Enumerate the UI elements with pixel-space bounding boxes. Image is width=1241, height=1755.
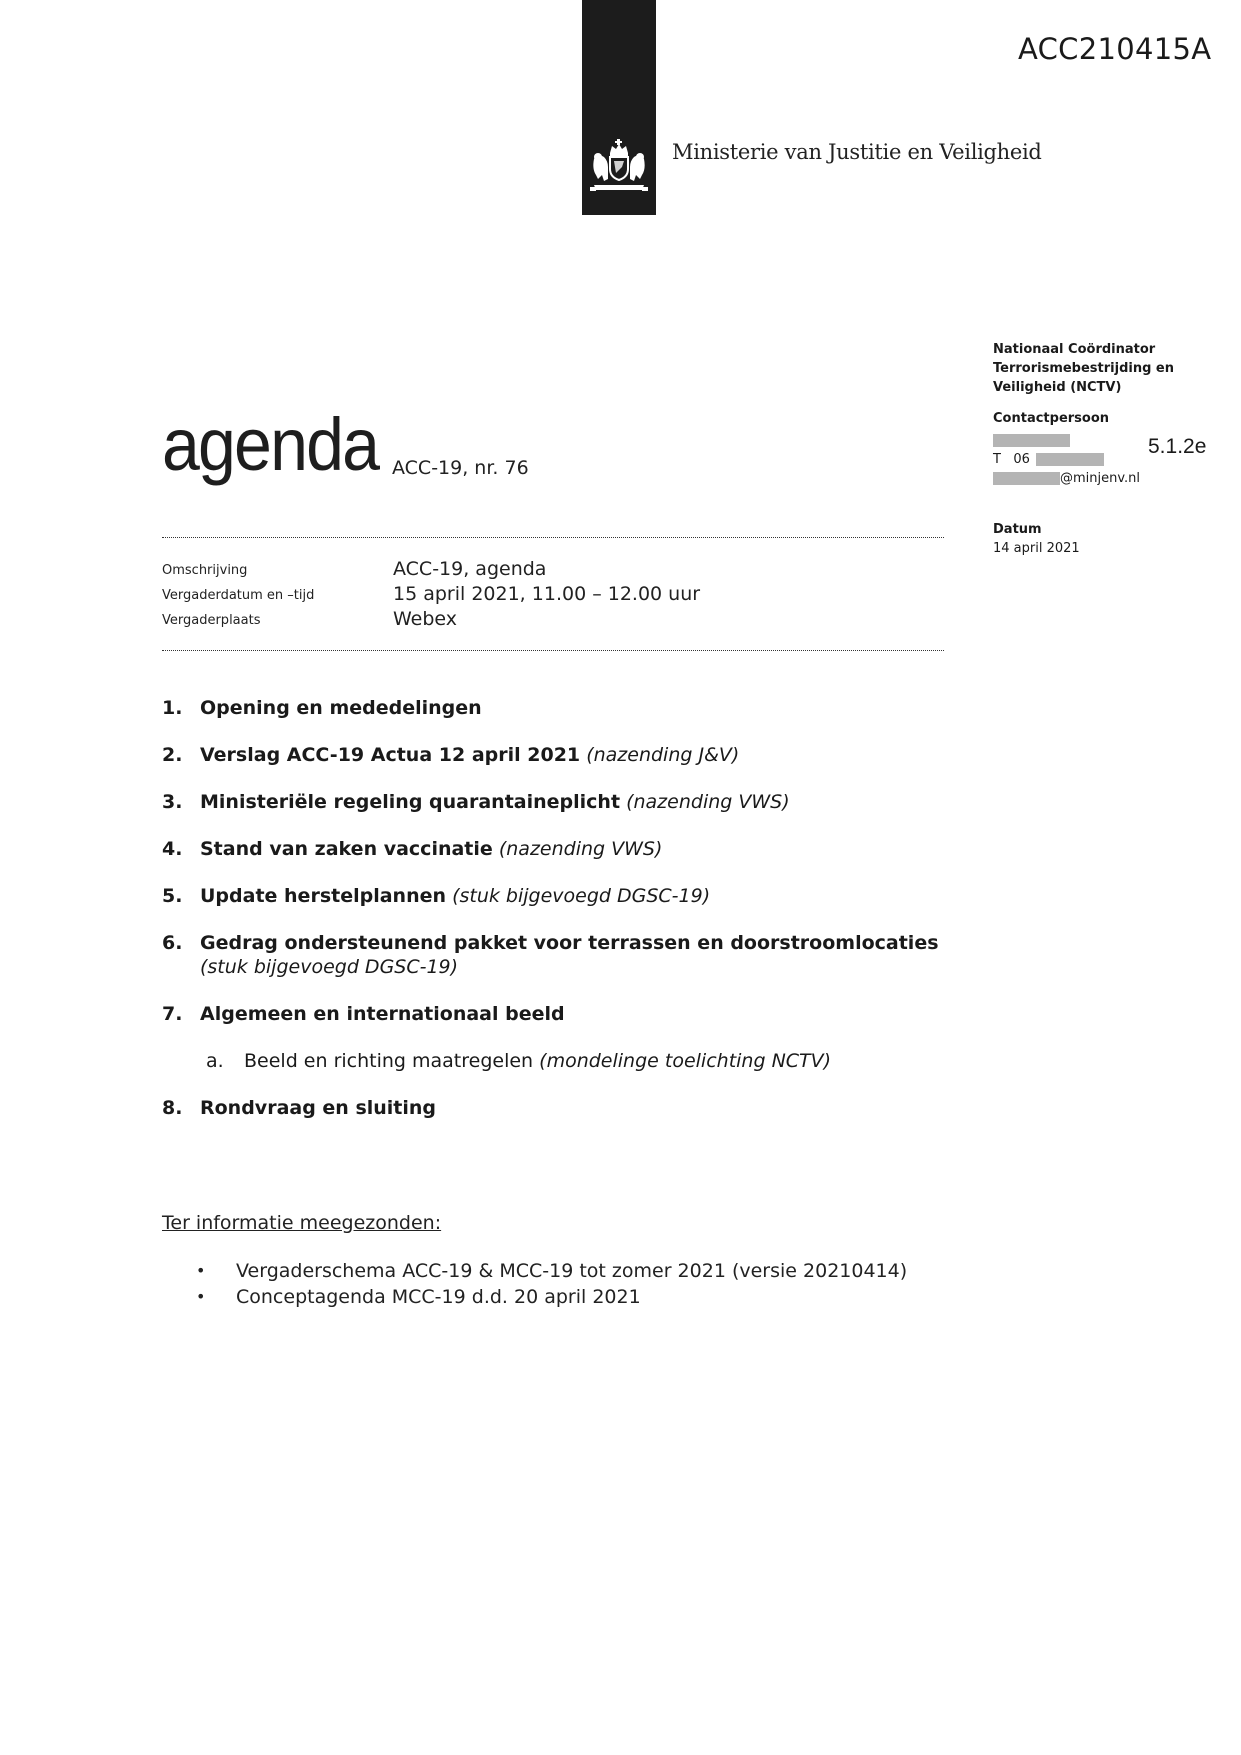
document-code: ACC210415A xyxy=(1018,32,1212,66)
item-note: (stuk bijgevoegd DGSC-19) xyxy=(452,885,711,907)
agenda-item xyxy=(162,696,962,720)
organization-name xyxy=(993,340,1223,397)
item-note: (nazending J&V) xyxy=(586,744,740,766)
agenda-number: ACC-19, nr. 76 xyxy=(392,457,529,479)
email-suffix: @minjenv.nl xyxy=(1060,471,1141,486)
contact-label: Contactpersoon xyxy=(993,411,1110,426)
item-note: (nazending VWS) xyxy=(626,791,790,813)
item-number: 6. xyxy=(162,932,183,954)
meta-value: 15 april 2021, 11.00 – 12.00 uur xyxy=(393,583,701,605)
meta-value: Webex xyxy=(393,608,458,630)
date-value: 14 april 2021 xyxy=(993,541,1080,556)
item-number: 1. xyxy=(162,697,183,719)
phone-prefix: T 06 xyxy=(993,452,1030,467)
item-number: 5. xyxy=(162,885,183,907)
meta-row-description xyxy=(162,555,944,580)
redacted-name xyxy=(993,434,1070,447)
meta-row-datetime xyxy=(162,580,944,605)
ministry-name: Ministerie van Justitie en Veiligheid xyxy=(672,140,1042,164)
agenda-item xyxy=(162,884,962,908)
divider-top xyxy=(162,537,944,538)
agenda-subitem xyxy=(206,1049,962,1073)
agenda-list xyxy=(162,696,962,1143)
item-note: (stuk bijgevoegd DGSC-19) xyxy=(200,956,459,978)
item-number: 7. xyxy=(162,1003,183,1025)
meta-label: Vergaderplaats xyxy=(162,613,261,628)
meta-label: Vergaderdatum en –tijd xyxy=(162,588,315,603)
attachment-item xyxy=(196,1258,907,1284)
attachment-list xyxy=(196,1258,907,1310)
agenda-item xyxy=(162,1096,962,1120)
agenda-item xyxy=(162,931,962,979)
attachment-item xyxy=(196,1284,907,1310)
organization-line: Terrorismebestrijding en xyxy=(993,361,1174,376)
item-number: 4. xyxy=(162,838,183,860)
agenda-item xyxy=(162,837,962,861)
item-note: (nazending VWS) xyxy=(498,838,663,860)
info-heading: Ter informatie meegezonden: xyxy=(162,1212,442,1234)
organization-line: Nationaal Coördinator xyxy=(993,342,1156,357)
item-number: 3. xyxy=(162,791,183,813)
subitem-letter: a. xyxy=(206,1050,224,1072)
divider-bottom xyxy=(162,650,944,651)
meta-value: ACC-19, agenda xyxy=(393,558,547,580)
item-number: 8. xyxy=(162,1097,183,1119)
contact-email-line xyxy=(993,469,1223,488)
subitem-text: Beeld en richting maatregelen xyxy=(244,1050,534,1072)
item-number: 2. xyxy=(162,744,183,766)
page-title: agenda xyxy=(162,403,379,486)
subitem-note: (mondelinge toelichting NCTV) xyxy=(539,1050,832,1072)
agenda-item xyxy=(162,790,962,814)
item-title: Algemeen en internationaal beeld xyxy=(200,1003,565,1025)
item-title: Verslag ACC-19 Actua 12 april 2021 xyxy=(200,744,581,766)
attachment-text: Conceptagenda MCC-19 d.d. 20 april 2021 xyxy=(236,1286,641,1308)
redacted-phone xyxy=(1036,453,1104,466)
bullet-icon: • xyxy=(196,1287,206,1306)
redacted-email-user xyxy=(993,472,1060,485)
attachment-text: Vergaderschema ACC-19 & MCC-19 tot zomer 2021 (versie 20210414) xyxy=(236,1260,908,1282)
organization-line: Veiligheid (NCTV) xyxy=(993,380,1122,395)
item-title: Stand van zaken vaccinatie xyxy=(200,838,493,860)
item-title: Gedrag ondersteunend pakket voor terrassen en doorstroomlocaties xyxy=(200,932,939,954)
date-label: Datum xyxy=(993,522,1042,537)
bullet-icon: • xyxy=(196,1261,206,1280)
agenda-item xyxy=(162,1002,962,1026)
item-title: Opening en mededelingen xyxy=(200,697,482,719)
redaction-code: 5.1.2e xyxy=(1148,435,1207,458)
item-title: Update herstelplannen xyxy=(200,885,447,907)
item-title: Rondvraag en sluiting xyxy=(200,1097,437,1119)
meta-row-location xyxy=(162,605,944,630)
meeting-details xyxy=(162,555,944,630)
agenda-item xyxy=(162,743,962,767)
meta-label: Omschrijving xyxy=(162,563,248,578)
item-title: Ministeriële regeling quarantaineplicht xyxy=(200,791,621,813)
coat-of-arms-icon xyxy=(586,135,652,201)
